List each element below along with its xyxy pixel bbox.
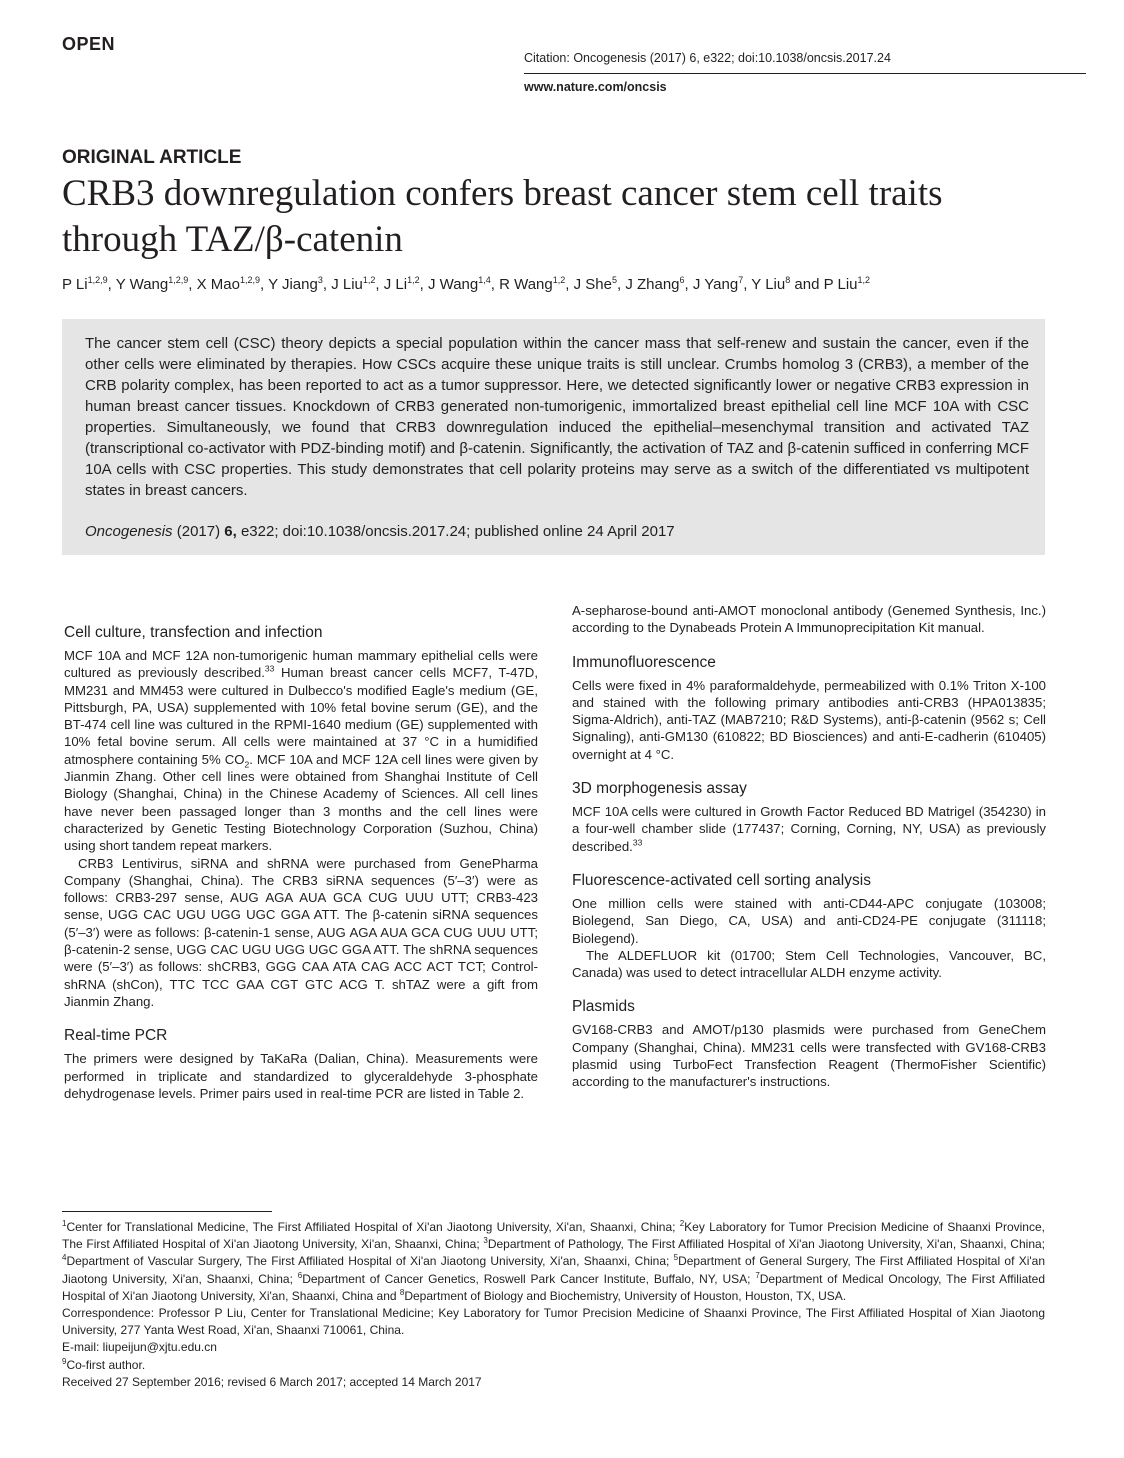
citation-line: Citation: Oncogenesis (2017) 6, e322; doi:10.1038/oncsis.2017.24 — [524, 51, 891, 65]
author-affiliation: 1,4 — [478, 275, 491, 285]
section-heading-facs: Fluorescence-activated cell sorting analysis — [572, 871, 871, 889]
header-divider — [524, 73, 1086, 74]
author-affiliation: 1,2,9 — [168, 275, 189, 285]
affiliation-text: Department of Medical Oncology, The First Affiliated Hospital of Xi'an Jiaotong University, Xi'an, Shaanxi, China and — [62, 1271, 1045, 1303]
affiliation-text: Department of Vascular Surgery, The First Affiliated Hospital of Xi'an Jiaotong University, Xi'an, Shaanxi, China; — [66, 1254, 674, 1269]
plasmids-paragraph: GV168-CRB3 and AMOT/p130 plasmids were purchased from GeneChem Company (Shanghai, China). MM231 cells were transfected with GV168-CRB3 plasmid using TurboFect Transfection Reagent (ThermoFisher Scientific) according to the manufacturer's instructions. — [572, 1022, 1046, 1090]
author-name: X Mao — [196, 276, 240, 293]
author-affiliation: 1,2 — [362, 275, 376, 285]
author-affiliation: 8 — [785, 275, 791, 285]
author-affiliation: 3 — [317, 275, 323, 285]
affiliation-number: 1 — [62, 1219, 67, 1228]
author-list: P Li$^{1,2,9}$, Y Wang$^{1,2,9}$, X Mao$^{1,2,9}$, Y Jiang$^3$, J Liu$^{1,2}$, J Li$^{1,2}$, J Wang$^{1,4}$, R Wang$^{1,2}$, J She$^5$, J Zhang$^6$, J Yang$^7$, Y Liu$^8$ and P Liu$^{1,2}$ — [62, 275, 871, 293]
author-affiliation: 7 — [738, 275, 744, 285]
cite-volume: 6, — [224, 523, 237, 540]
author-name: J Yang — [692, 276, 739, 293]
reference-link[interactable]: 33 — [264, 663, 275, 674]
author-affiliation: 1,2 — [552, 275, 566, 285]
cell-culture-paragraph-1: MCF 10A and MCF 12A non-tumorigenic human mammary epithelial cells were cultured as previously described.$^{33}$ Human breast cancer cells MCF7, T-47D, MM231 and MM453 were cultured in Dulbecco's modified Eagle's medium (GE, Pittsburgh, PA, USA) supplemented with 10% fetal bovine serum (GE), and the BT-474 cell line was cultured in the RPMI-1640 medium (GE) supplemented with 10% fetal bovine serum. All cells were maintained at 37 °C in a humidified atmosphere containing 5% $CO_2$. MCF 10A and MCF 12A cell lines were given by Jianmin Zhang. Other cell lines were obtained from Shanghai Institute of Cell Biology (Shanghai, China) in the Chinese Academy of Sciences. All cell lines have never been passaged longer than 3 months and the cell lines were characterized by Genetic Testing Biotechnology Corporation (Suzhou, China) using short tandem repeat markers. — [64, 648, 538, 854]
author-affiliation: 5 — [611, 275, 617, 285]
open-access-label: OPEN — [62, 34, 116, 54]
co-first-note: $^9$Co-first author. — [62, 1356, 146, 1372]
immunofluorescence-paragraph: Cells were fixed in 4% paraformaldehyde, permeabilized with 0.1% Triton X-100 and stained with the following primary antibodies anti-CRB3 (HPA013835; Sigma-Aldrich), anti-TAZ (MAB7210; R&D Systems), anti-β-catenin (9562 s; Cell Signaling), anti-GM130 (610822; BD Biosciences) and anti-E-cadherin (610405) overnight at 4 °C. — [572, 677, 1046, 762]
author-affiliation: 6 — [679, 275, 685, 285]
section-heading-cell-culture: Cell culture, transfection and infection — [64, 624, 323, 641]
section-heading-real-time-pcr: Real-time PCR — [64, 1027, 168, 1045]
cite-journal: Oncogenesis — [85, 523, 173, 540]
pcr-paragraph: The primers were designed by TaKaRa (Dalian, China). Measurements were performed in triplicate and standardized to glyceraldehyde 3-phosphate dehydrogenase levels. Primer pairs used in real-time PCR are listed in Table 2. — [64, 1051, 538, 1101]
affiliation-text: Center for Translational Medicine, The First Affiliated Hospital of Xi'an Jiaotong University, Xi'an, Shaanxi, China; — [66, 1220, 680, 1234]
section-heading-immunofluorescence: Immunofluorescence — [572, 653, 716, 671]
affiliation-number: 7 — [755, 1270, 760, 1280]
section-heading-3d-morphogenesis: 3D morphogenesis assay — [572, 780, 747, 798]
morphogenesis-paragraph: MCF 10A cells were cultured in Growth Factor Reduced BD Matrigel (354230) in a four-well chamber slide (177437; Corning, Corning, NY, USA) as previously described.$^{33}$ — [572, 804, 1046, 854]
cite-year: (2017) — [176, 523, 221, 540]
author-name: J Zhang — [625, 276, 680, 293]
left-column — [64, 623, 538, 1102]
author-name: R Wang — [499, 276, 553, 293]
journal-url-link[interactable]: www.nature.com/oncsis — [524, 80, 667, 94]
author-name: J Wang — [427, 276, 479, 293]
author-affiliation: 1,2,9 — [87, 275, 108, 285]
title-line-1: CRB3 downregulation confers breast cancer stem cell traits — [62, 173, 943, 214]
abstract-text: The cancer stem cell (CSC) theory depicts a special population within the cancer mass that self-renew and sustain the cancer, even if the other cells were eliminated by therapies. How CSCs acquire these unique traits is still unclear. Crumbs homolog 3 (CRB3), a member of the CRB polarity complex, has been reported to act as a tumor suppressor. Here, we detected significantly lower or negative CRB3 expression in human breast cancer tissues. Knockdown of CRB3 generated non-tumorigenic, immortalized breast epithelial cell line MCF 10A with CSC properties. Simultaneously, we found that CRB3 downregulation induced the epithelial–mesenchymal transition and activated TAZ (transcriptional co-activator with PDZ-binding motif) and β-catenin. Significantly, the activation of TAZ and β-catenin sufficed in conferring MCF 10A cells with CSC properties. This study demonstrates that cell polarity proteins may serve as a switch of the differentiated vs multipotent states in breast cancers. — [85, 335, 1029, 499]
affiliation-number: 6 — [297, 1270, 303, 1280]
affiliation-text: Department of Biology and Biochemistry, University of Houston, Houston, TX, USA. — [404, 1288, 847, 1303]
article-type: ORIGINAL ARTICLE — [62, 147, 242, 168]
affiliation-number: 2 — [679, 1219, 685, 1228]
footnote-divider — [62, 1211, 272, 1212]
affiliation-text: Department of General Surgery, The First Affiliated Hospital of Xi'an Jiaotong University, Xi'an, Shaanxi, China; — [62, 1254, 1046, 1286]
author-name: J She — [573, 276, 612, 293]
affiliation-number: 8 — [399, 1287, 405, 1297]
affiliations — [62, 1219, 1045, 1305]
continued-paragraph: A-sepharose-bound anti-AMOT monoclonal antibody (Genemed Synthesis, Inc.) according to the Dynabeads Protein A Immunoprecipitation Kit manual. — [572, 603, 1046, 636]
reference-link[interactable]: 33 — [632, 837, 643, 848]
facs-paragraph-2: The ALDEFLUOR kit (01700; Stem Cell Technologies, Vancouver, BC, Canada) was used to detect intracellular ALDH enzyme activity. — [572, 947, 1046, 981]
section-heading-plasmids: Plasmids — [572, 998, 635, 1016]
author-name: P Li — [62, 276, 88, 293]
footnotes — [62, 1219, 1045, 1391]
author-affiliation: 1,2,9 — [239, 275, 260, 285]
cell-culture-paragraph-2: CRB3 Lentivirus, siRNA and shRNA were purchased from GenePharma Company (Shanghai, China). The CRB3 siRNA sequences (5′–3′) were as follows: CRB3-297 sense, AUG AGA AUA GCA CUG UUU UTT; CRB3-423 sense, UGG CAC UGU UGG UGC GGA ATT. The β-catenin siRNA sequences (5′–3′) were as follows: β-catenin-1 sense, AUG AGA AUA GCA CUG UUU UTT; β-catenin-2 sense, UGG CAC UGU UGG UGC GGA ATT. The shRNA sequences were (5′–3′) as follows: shCRB3, GGG CAA ATA CAG ACC ACT TCT; Control-shRNA (shCon), TTC TCC GAA CGT GTC ACG T. shTAZ were a gift from Jianmin Zhang. — [64, 855, 538, 1009]
affiliation-number: 3 — [483, 1236, 488, 1246]
author-name: J Li — [383, 276, 408, 293]
affiliation-text: Key Laboratory for Tumor Precision Medicine of Shaanxi Province, The First Affiliated Hospital of Xi'an Jiaotong University, Xi'an, Shaanxi, China; — [62, 1220, 1045, 1252]
author-name: Y Wang — [115, 276, 169, 293]
correspondence: Correspondence: Professor P Liu, Center for Translational Medicine; Key Laboratory for Tumor Precision Medicine of Shaanxi Province, The First Affiliated Hospital of Xian Jiaotong University, 277 Yanta West Road, Xi'an, Shaanxi 710061, China. — [62, 1306, 1045, 1338]
affiliation-number: 5 — [673, 1253, 679, 1263]
facs-paragraph-1: One million cells were stained with anti-CD44-APC conjugate (103008; Biolegend, San Diego, CA, USA) and anti-CD24-PE conjugate (311118; Biolegend). — [572, 895, 1046, 946]
affiliation-number: 4 — [62, 1253, 67, 1263]
affiliation-text: Department of Cancer Genetics, Roswell Park Cancer Institute, Buffalo, NY, USA; — [302, 1271, 756, 1286]
author-affiliation: 1,2 — [407, 275, 420, 285]
author-name: J Liu — [331, 276, 363, 293]
cite-details: e322; doi:10.1038/oncsis.2017.24; published online 24 April 2017 — [240, 523, 675, 540]
author-affiliation: 1,2 — [857, 275, 871, 285]
author-name: P Liu — [823, 276, 858, 293]
affiliation-text: Department of Pathology, The First Affiliated Hospital of Xi'an Jiaotong University, Xi'an, Shaanxi, China; — [487, 1237, 1045, 1252]
received-dates: Received 27 September 2016; revised 6 March 2017; accepted 14 March 2017 — [62, 1374, 482, 1389]
email-link[interactable]: E-mail: liupeijun@xjtu.edu.cn — [62, 1340, 217, 1355]
abstract-citation — [85, 523, 675, 540]
title-line-2: through TAZ/β-catenin — [62, 219, 403, 260]
right-column — [572, 602, 1046, 1091]
author-name: Y Liu — [751, 276, 786, 293]
article-title — [62, 171, 1062, 263]
abstract-box — [62, 319, 1045, 555]
author-name: Y Jiang — [268, 276, 318, 293]
